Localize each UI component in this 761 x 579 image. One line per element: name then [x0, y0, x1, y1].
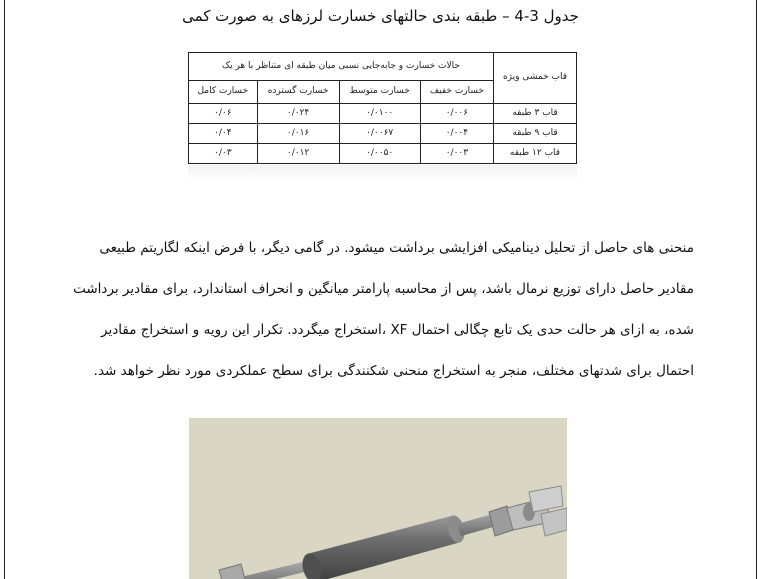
- table-row: [189, 124, 577, 144]
- damper-figure: [189, 418, 567, 579]
- table-cell: ۰/۰۲۴: [257, 104, 339, 124]
- corner-header: قاب خمشی ویژه: [494, 53, 577, 104]
- left-bracket: [219, 564, 245, 579]
- table-row: [189, 144, 577, 164]
- table-cell: ۰/۰۱۶: [257, 124, 339, 144]
- column-header: خسارت کامل: [189, 81, 258, 104]
- damage-states-table: [188, 52, 577, 164]
- table-cell: ۰/۰۰۶: [420, 104, 493, 124]
- column-header: خسارت گسترده: [257, 81, 339, 104]
- caption-text: طبقه بندی حالتهای خسارت لرزهای به صورت کمی: [182, 7, 498, 25]
- paragraph-line: احتمال برای شدتهای مختلف، منجر به استخراج منحنی شکنندگی برای سطح عملکردی مورد نظر خواهد شد.: [93, 363, 694, 379]
- column-header: خسارت خفیف: [420, 81, 493, 104]
- damper-cylinder: [299, 513, 467, 579]
- table-cell: ۰/۰۳: [189, 144, 258, 164]
- table-caption: [0, 5, 761, 27]
- table-cell: ۰/۰۱۲: [257, 144, 339, 164]
- column-header: خسارت متوسط: [339, 81, 420, 104]
- damper-illustration: [189, 418, 567, 579]
- caption-dash: –: [502, 7, 510, 25]
- caption-label: جدول: [543, 7, 579, 25]
- paragraph-line: مقادیر حاصل دارای توزیع نرمال باشد، پس از محاسبه پارامتر میانگین و انحراف استاندارد، برای مقادیر برداشت: [73, 281, 694, 297]
- damage-table-container: [188, 52, 577, 182]
- paragraph-line: منحنی های حاصل از تحلیل دینامیکی افزایشی برداشت میشود. در گامی دیگر، با فرض اینکه لگاریتم طبیعی: [99, 240, 694, 256]
- table-cell: ۰/۰۰۵۰: [339, 144, 420, 164]
- group-header: حالات خسارت و جابه‌جایی نسبی میان طبقه ای متناظر با هر یک: [189, 53, 494, 81]
- table-cell: ۰/۰۴: [189, 124, 258, 144]
- table-cell: ۰/۰۰۶۷: [339, 124, 420, 144]
- table-reflection: [188, 165, 577, 182]
- table-cell: ۰/۰۰۴: [420, 124, 493, 144]
- body-paragraph: [72, 228, 694, 392]
- caption-number: 4-3: [514, 7, 539, 25]
- row-label: قاب ۹ طبقه: [494, 124, 577, 144]
- paragraph-line: شده، به ازای هر حالت حدی یک تابع چگالی احتمال XF ،استخراج میگردد. تکرار این رویه و استخراج مقادیر: [101, 322, 694, 338]
- table-cell: ۰/۰۰۳: [420, 144, 493, 164]
- table-cell: ۰/۰۱۰۰: [339, 104, 420, 124]
- table-cell: ۰/۰۶: [189, 104, 258, 124]
- row-label: قاب ۱۲ طبقه: [494, 144, 577, 164]
- table-row: [189, 104, 577, 124]
- row-label: قاب ۳ طبقه: [494, 104, 577, 124]
